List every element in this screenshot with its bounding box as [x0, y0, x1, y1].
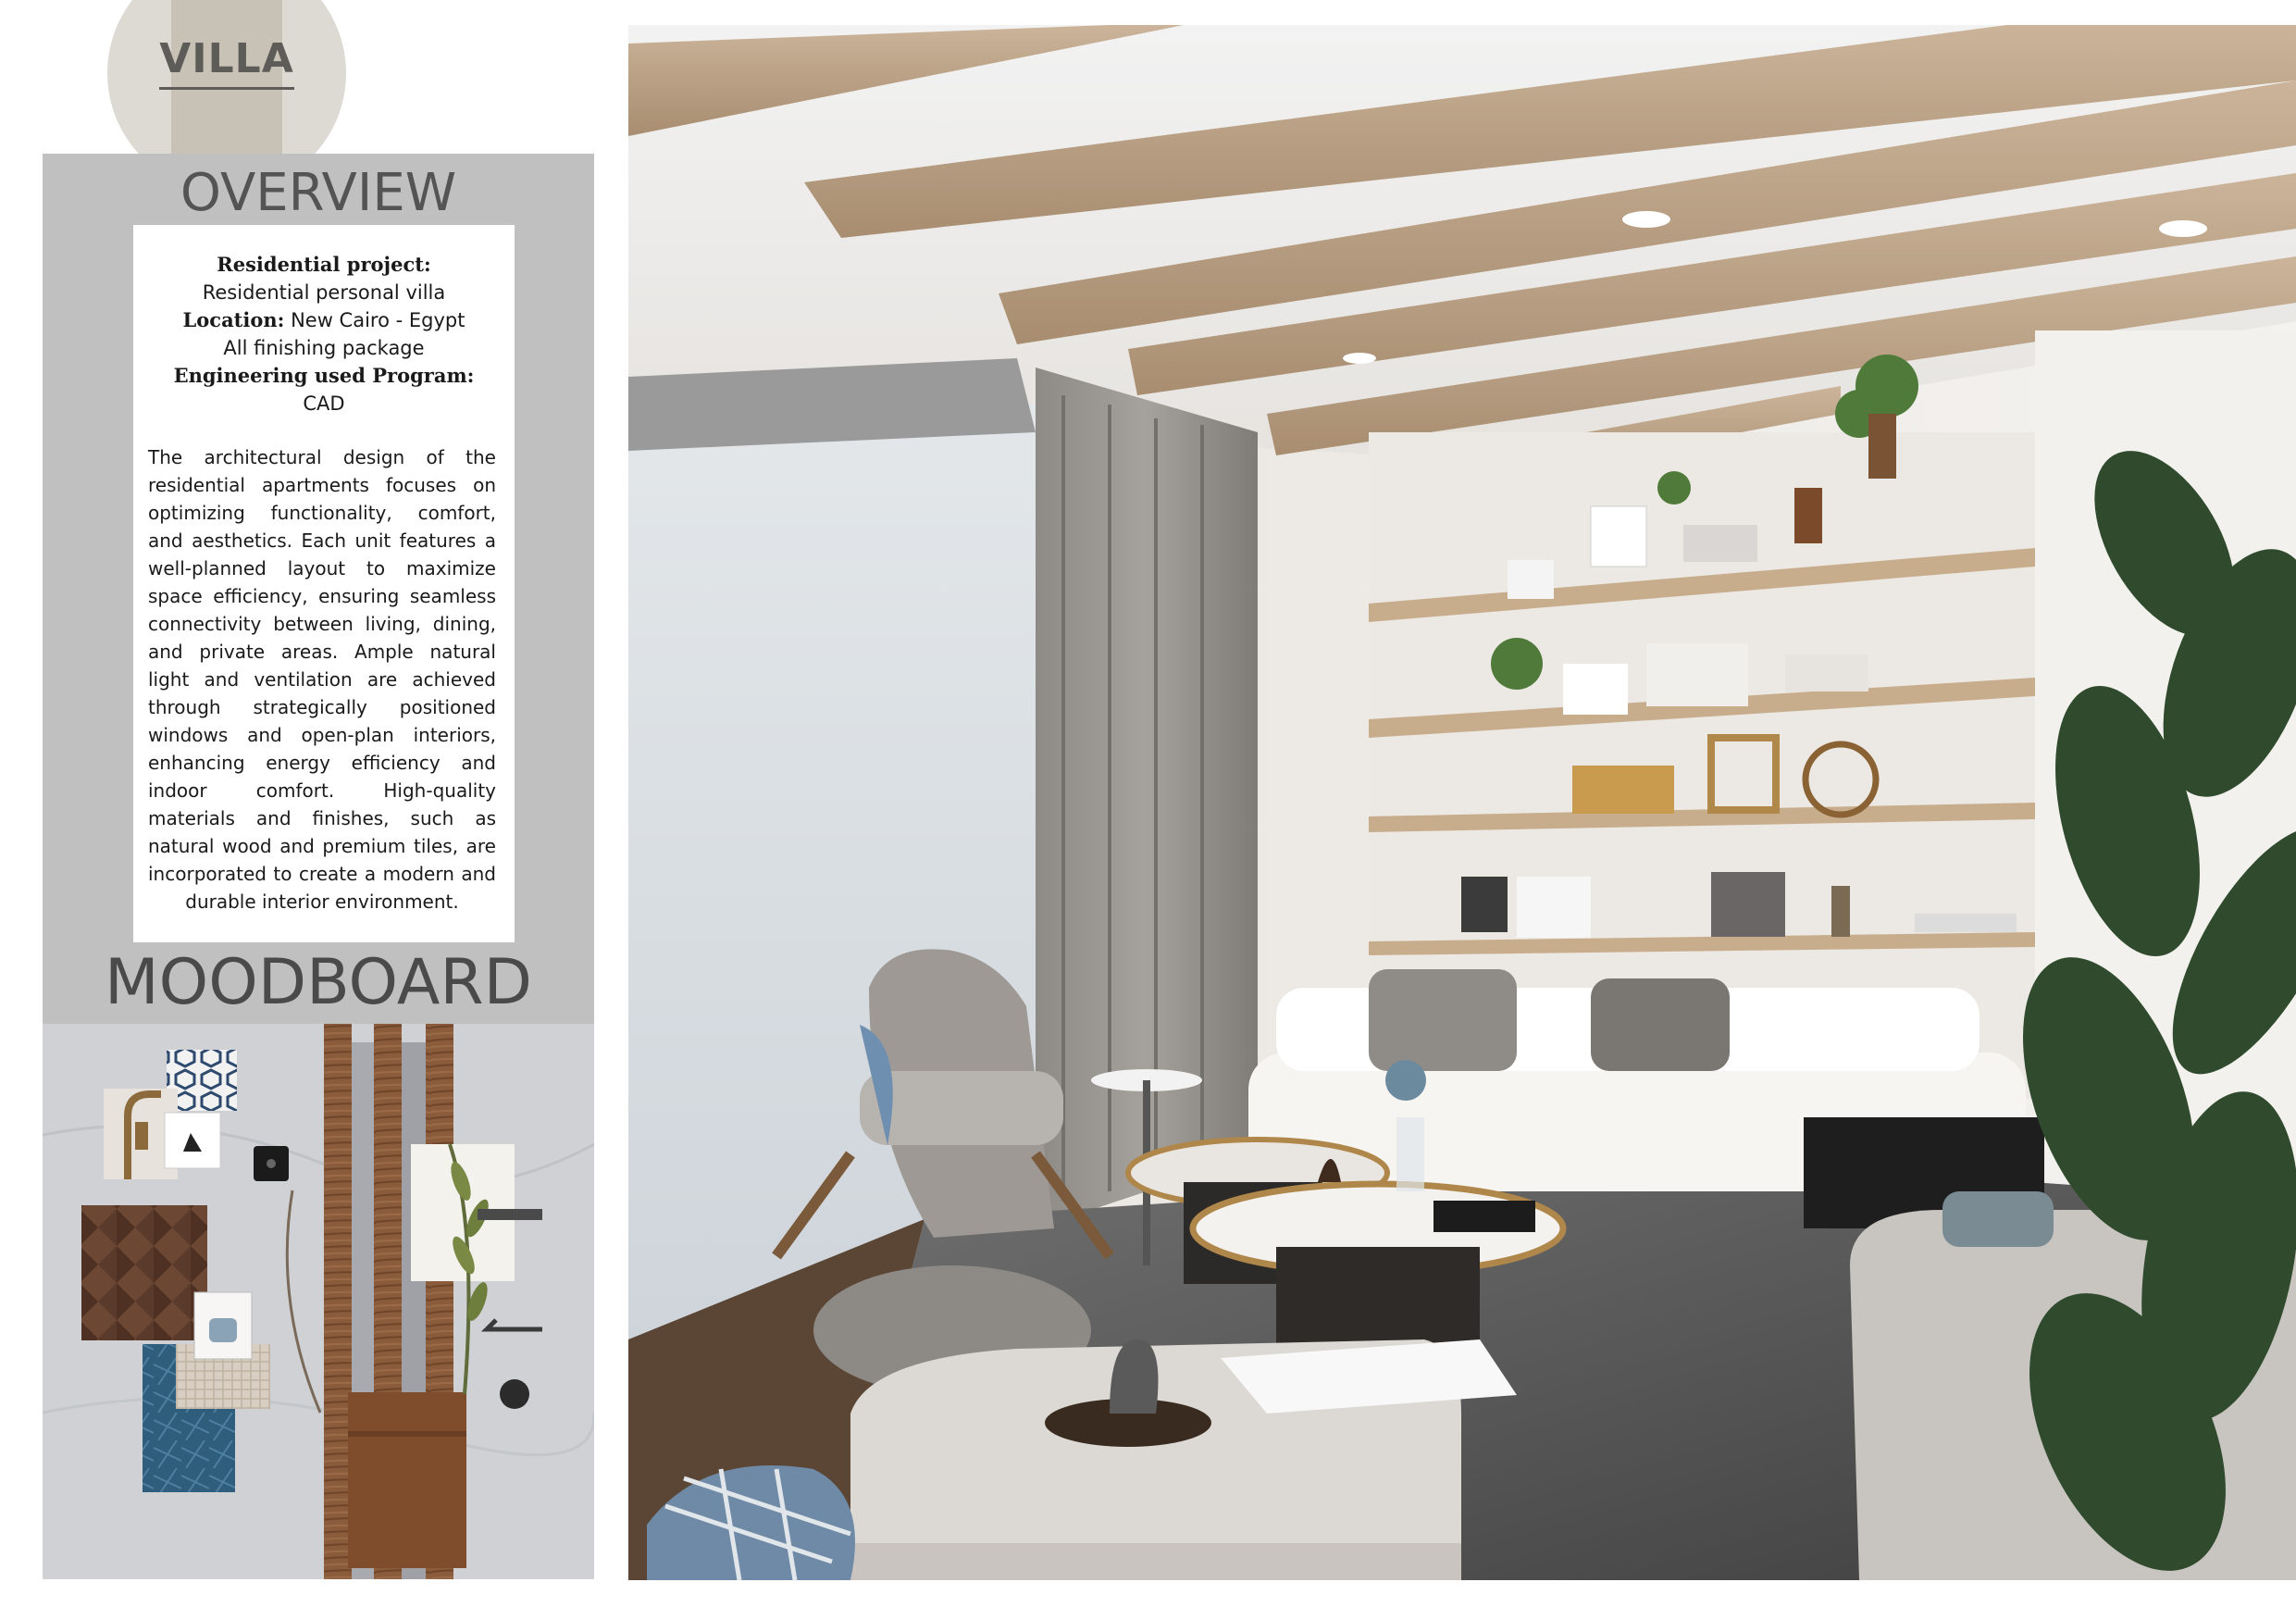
location-value: New Cairo - Egypt	[291, 309, 465, 331]
overview-card	[133, 225, 515, 942]
interior-render	[628, 25, 2296, 1580]
left-panel	[43, 154, 594, 1579]
project-label: Residential project:	[217, 253, 431, 276]
living-room-render-image	[628, 25, 2296, 1580]
project-info	[133, 251, 515, 417]
location-label: Location:	[182, 308, 285, 331]
project-value: Residential personal villa	[202, 281, 446, 304]
moodboard-collage	[43, 1024, 594, 1579]
moodboard-heading: MOODBOARD	[105, 946, 532, 1019]
villa-title-underline	[159, 87, 294, 90]
package-text: All finishing package	[223, 337, 425, 359]
moodboard-collage-image	[43, 1024, 594, 1579]
villa-title: VILLA	[159, 35, 294, 82]
overview-heading: OVERVIEW	[180, 163, 457, 223]
program-value: CAD	[303, 392, 345, 415]
program-label: Engineering used Program:	[173, 364, 475, 387]
project-description: The architectural design of the residential apartments focuses on optimizing functionality, comfort, and aesthetics. Each unit features a well-planned layout to maximize space efficiency, ensuring seamless connectivity between living, dining, and private areas. Ample natural light and ventilation are achieved through strategically positioned windows and open-plan interiors, enhancing energy efficiency and indoor comfort. High-quality materials and finishes, such as natural wood and premium tiles, are incorporated to create a modern and durable interior environment.	[148, 446, 496, 913]
